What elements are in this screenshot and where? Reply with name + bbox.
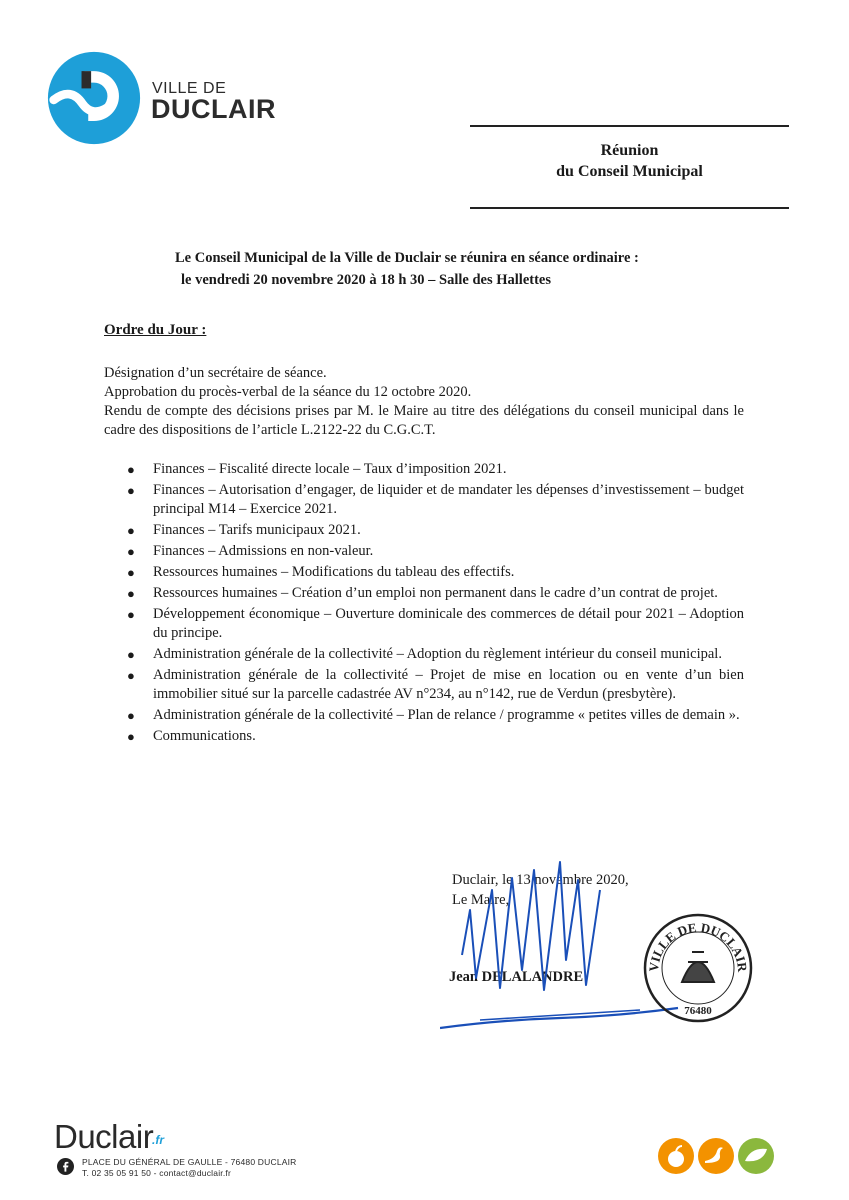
agenda-preliminaries	[104, 364, 744, 440]
agenda-item-text: Administration générale de la collectivité – Adoption du règlement intérieur du conseil municipal.	[153, 646, 722, 662]
agenda-item-text: Développement économique – Ouverture dominicale des commerces de détail pour 2021 – Adoption du principe.	[153, 606, 744, 641]
footer-tld: .fr	[152, 1133, 164, 1147]
bullet: ●	[127, 668, 135, 683]
agenda-item-text: Administration générale de la collectivité – Projet de mise en location ou en vente d’un bien immobilier situé sur la parcelle cadastrée AV n°234, au n°142, rue de Verdun (presbytère).	[153, 667, 744, 702]
heading-rule-bottom	[470, 207, 789, 209]
duclair-logo	[46, 50, 142, 146]
agenda-item	[104, 542, 744, 561]
bullet: ●	[127, 607, 135, 622]
agenda-item	[104, 584, 744, 603]
agenda-item-text: Finances – Admissions en non-valeur.	[153, 543, 374, 559]
bullet: ●	[127, 708, 135, 723]
agenda-item-text: Administration générale de la collectivité – Plan de relance / programme « petites villes de demain ».	[153, 707, 740, 723]
footer-address-line: PLACE DU GÉNÉRAL DE GAULLE - 76480 DUCLAIR	[82, 1157, 297, 1167]
bullet: ●	[127, 586, 135, 601]
signature-name: Jean DELALANDRE	[449, 969, 584, 985]
logo-duclair: DUCLAIR	[151, 94, 276, 124]
heading-subtitle: du Conseil Municipal	[556, 163, 703, 180]
municipal-stamp	[642, 912, 754, 1024]
agenda-item-text: Finances – Autorisation d’engager, de liquider et de mandater les dépenses d’investissement – budget principal M14 – Exercice 2021.	[153, 482, 744, 517]
preliminary-item: Approbation du procès-verbal de la séance du 12 octobre 2020.	[104, 384, 472, 400]
heading-title: Réunion	[600, 142, 659, 159]
bullet: ●	[127, 523, 135, 538]
agenda-item-text: Ressources humaines – Création d’un emploi non permanent dans le cadre d’un contrat de projet.	[153, 585, 718, 601]
agenda-item-text: Communications.	[153, 728, 256, 744]
bullet: ●	[127, 729, 135, 744]
bullet: ●	[127, 544, 135, 559]
agenda-item	[104, 563, 744, 582]
footer-icons	[657, 1137, 775, 1175]
intro-line-2: le vendredi 20 novembre 2020 à 18 h 30 – Salle des Hallettes	[181, 272, 552, 288]
agenda-item	[104, 666, 744, 704]
apple-icon	[658, 1138, 694, 1174]
signature-place-date: Duclair, le 13 novembre 2020,	[452, 872, 629, 888]
agenda-item	[104, 645, 744, 664]
agenda-item-text: Finances – Fiscalité directe locale – Taux d’imposition 2021.	[153, 461, 507, 477]
heading-rule-top	[470, 125, 789, 127]
agenda-title: Ordre du Jour :	[104, 322, 207, 338]
agenda-item	[104, 605, 744, 643]
agenda-item	[104, 727, 744, 746]
bullet: ●	[127, 462, 135, 477]
agenda-item	[104, 706, 744, 725]
agenda-item	[104, 521, 744, 540]
svg-text:76480: 76480	[684, 1005, 712, 1017]
preliminary-item: Rendu de compte des décisions prises par M. le Maire au titre des délégations du conseil municipal dans le cadre des dispositions de l’article L.2122-22 du C.G.C.T.	[104, 403, 744, 438]
agenda-item	[104, 460, 744, 479]
signature-role: Le Maire,	[452, 892, 510, 908]
bullet: ●	[127, 565, 135, 580]
intro-line-1: Le Conseil Municipal de la Ville de Duclair se réunira en séance ordinaire :	[175, 250, 639, 266]
leaf-icon	[738, 1138, 774, 1174]
footer-address	[82, 1157, 297, 1179]
agenda-item	[104, 481, 744, 519]
preliminary-item: Désignation d’un secrétaire de séance.	[104, 365, 327, 381]
bullet: ●	[127, 647, 135, 662]
agenda-list	[104, 460, 744, 748]
facebook-icon[interactable]	[57, 1158, 74, 1175]
bullet: ●	[127, 483, 135, 498]
svg-text:VILLE DE DUCLAIR: VILLE DE DUCLAIR	[645, 919, 751, 973]
footer-contact-line: T. 02 35 05 91 50 - contact@duclair.fr	[82, 1168, 232, 1178]
footer-brand: Duclair	[54, 1118, 154, 1155]
swan-icon	[698, 1138, 734, 1174]
agenda-item-text: Finances – Tarifs municipaux 2021.	[153, 522, 361, 538]
logo-ville-de: VILLE DE	[152, 80, 227, 97]
agenda-item-text: Ressources humaines – Modifications du tableau des effectifs.	[153, 564, 515, 580]
